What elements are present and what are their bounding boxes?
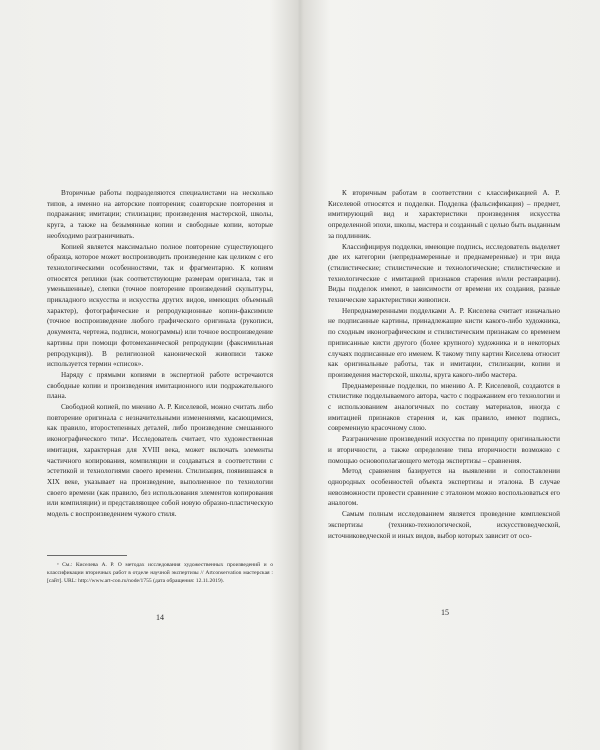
paragraph: Преднамеренные подделки, по мнению А. Р. Киселевой, создаются в стилистике подделываемого автора, часто с подражанием его технологии и с использованием аналогичных по составу материалов, иногда с имитацией признаков старения и, как правило, имеют подпись, современную красочному слою. <box>328 381 560 433</box>
left-page-body <box>47 188 273 520</box>
paragraph <box>47 402 273 520</box>
paragraph: К вторичным работам в соответствии с классификацией А. Р. Киселевой относятся и подделки. Подделка (фальсификация) – предмет, имитирующий вид и характеристики произведения искусства определенной эпохи, школы, мастера и созданный с целью быть выданным за подлинник. <box>328 189 560 240</box>
paragraph: Вторичные работы подразделяются специалистами на несколько типов, а именно на авторские повторения; соавторские повторения и подражания; имитации; стилизации; произведения мастерской, школы, круга, а также на безымянные копии и свободные копии, которые необходимо разграничивать. <box>47 189 273 240</box>
footnote: ᵃ См.: Киселева А. Р. О методах исследования художественных произведений и о классификации вторичных работ в отделе научной экспертизы // Artconservation мастерская : [сайт]. URL: http://www.art-con.ru/node/1755 (дата обращения: 12.11.2019). <box>47 562 273 584</box>
paragraph-text: Свободной копией, по мнению А. Р. Киселевой, можно считать либо повторение оригинала с незначительными изменениями, касающимися, как правило, второстепенных деталей, либо произведение смешанного иконографического типа <box>47 403 273 444</box>
right-page-body <box>328 188 560 541</box>
page-number: 15 <box>441 608 449 617</box>
paragraph: Классифицируя подделки, имеющие подпись, исследователь выделяет две их категории (непреднамеренные и преднамеренные) и три вида (стилистические; стилистические и технологические; стилистические и технологические с имитацией признаков старения и/или реставрации). Виды подделок имеют, в зависимости от времени их создания, разные технические характеристики живописи. <box>328 242 560 305</box>
page-number: 14 <box>156 613 164 622</box>
footnote-divider <box>47 555 127 556</box>
right-page <box>300 0 600 750</box>
paragraph: Непреднамеренными подделками А. Р. Киселева считает изначально не подписанные картины, принадлежащие кисти какого-либо художника, по сходным иконографическим и стилистическим признакам со временем приписанные кисти другого (более крупного) художника и в некоторых случаях подписанные его именем. К такому типу картин Киселева относит как оригинальные работы, так и имитации, стилизации, копии и произведения мастерской, школы, круга какого-либо мастера. <box>328 306 560 379</box>
paragraph: Копией является максимально полное повторение существующего образца, которое может воспроизводить произведение как целиком с его технологическими особенностями, так и фрагментарно. К копиям относятся реплики (как соответствующие размерам оригинала, так и уменьшенные), слепки (точное повторение произведений скульптуры, прикладного искусства и искусства других видов, имеющих объемный характер), фотографические и репродукционные копии-факсимиле (точное воспроизведение любого графического оригинала (рукописи, документа, чертежа, подписи, монограммы) или точное воспроизведение картины при помощи фотомеханической репродукции (факсимильная репродукция)). В религиозной канонической живописи также используется термин «список». <box>47 242 273 369</box>
paragraph-continuation: ᵃ. Исследователь считает, что художественная имитация, характерная для XVIII века, может включать элементы частичного копирования, компиляции и создаваться в соответствии с эстетикой и технологиями своего времени. Стилизация, появившаяся в XIX веке, указывает на произведение, выполненное по технологии своего времени (как правило, без использования элементов копирования или компиляции) и представляющее собой новую образно-пластическую модель с воспроизведением чужого стиля. <box>47 435 273 519</box>
paragraph: Разграничение произведений искусства по принципу оригинальности и вторичности, а также определение типа вторичности возможно с помощью основополагающего метода экспертизы – сравнения. <box>328 435 560 465</box>
paragraph: Метод сравнения базируется на выявлении и сопоставлении однородных особенностей объекта экспертизы и эталона. В случае невозможности провести сравнение с эталоном можно воспользоваться его аналогом. <box>328 467 560 508</box>
paragraph: Наряду с прямыми копиями в экспертной работе встречаются свободные копии и произведения имитационного или подражательного плана. <box>47 370 273 401</box>
paragraph: Самым полным исследованием является проведение комплексной экспертизы (технико-технологической, искусствоведческой, источниковедческой и иных видов, выбор которых зависит от осо- <box>328 510 560 540</box>
